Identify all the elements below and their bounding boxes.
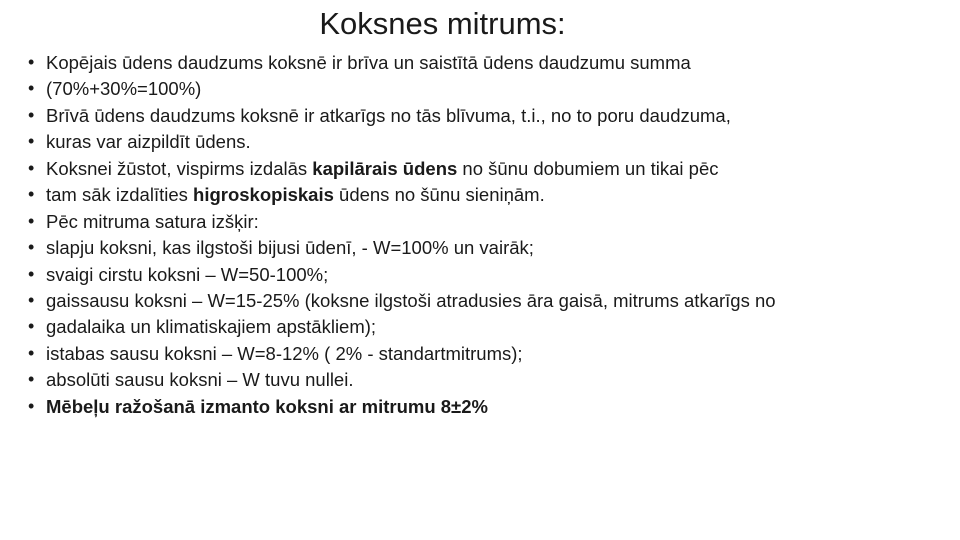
bullet-text: Kopējais ūdens daudzums koksnē ir brīva un saistītā ūdens daudzumu summa — [46, 52, 691, 73]
bullet-text: Pēc mitruma satura izšķir: — [46, 210, 259, 232]
slide-title: Koksnes mitrums: — [319, 6, 566, 41]
bullet-item — [28, 343, 908, 365]
bullet-text: no šūnu dobumiem un tikai pēc — [457, 157, 719, 179]
bullet-text: Brīvā ūdens daudzums koksnē ir atkarīgs no tās blīvuma, t.i., no to poru daudzuma, — [46, 104, 731, 126]
bullet-text-bold: higroskopiskais — [193, 184, 334, 206]
bullet-item — [28, 211, 908, 233]
bullet-item — [28, 237, 908, 259]
bullet-text: ūdens no šūnu sieniņām. — [333, 184, 545, 206]
bullet-item — [28, 52, 908, 74]
bullet-list — [28, 52, 908, 422]
bullet-text: slapju koksni, kas ilgstoši bijusi ūdenī, - W=100% un vairāk; — [46, 237, 534, 259]
bullet-text: tam sāk izdalīties — [46, 184, 194, 206]
bullet-item — [28, 78, 908, 100]
bullet-item — [28, 105, 908, 127]
bullet-item — [28, 264, 908, 286]
bullet-text: (70%+30%=100%) — [46, 78, 202, 100]
bullet-text: svaigi cirstu koksni – W=50-100%; — [46, 263, 329, 285]
bullet-item — [28, 396, 908, 418]
bullet-text: gadalaika un klimatiskajiem apstākliem); — [46, 316, 377, 338]
bullet-text-bold: Mēbeļu ražošanā izmanto koksni ar mitrumu 8±2% — [46, 395, 488, 417]
bullet-item — [28, 369, 908, 391]
bullet-text: absolūti sausu koksni – W tuvu nullei. — [46, 369, 354, 391]
bullet-item — [28, 290, 891, 312]
bullet-text: gaissausu koksni – W=15-25% (koksne ilgstoši atradusies āra gaisā, mitrums atkarīgs no — [46, 289, 776, 311]
bullet-item — [28, 316, 908, 338]
bullet-text: Koksnei žūstot, vispirms izdalās — [46, 157, 313, 179]
bullet-text-bold: kapilārais ūdens — [312, 157, 458, 179]
bullet-item — [28, 131, 908, 153]
bullet-item — [28, 158, 908, 180]
bullet-item — [28, 184, 908, 206]
bullet-text: istabas sausu koksni – W=8-12% ( 2% - standartmitrums); — [46, 342, 523, 364]
bullet-text: kuras var aizpildīt ūdens. — [46, 131, 251, 153]
